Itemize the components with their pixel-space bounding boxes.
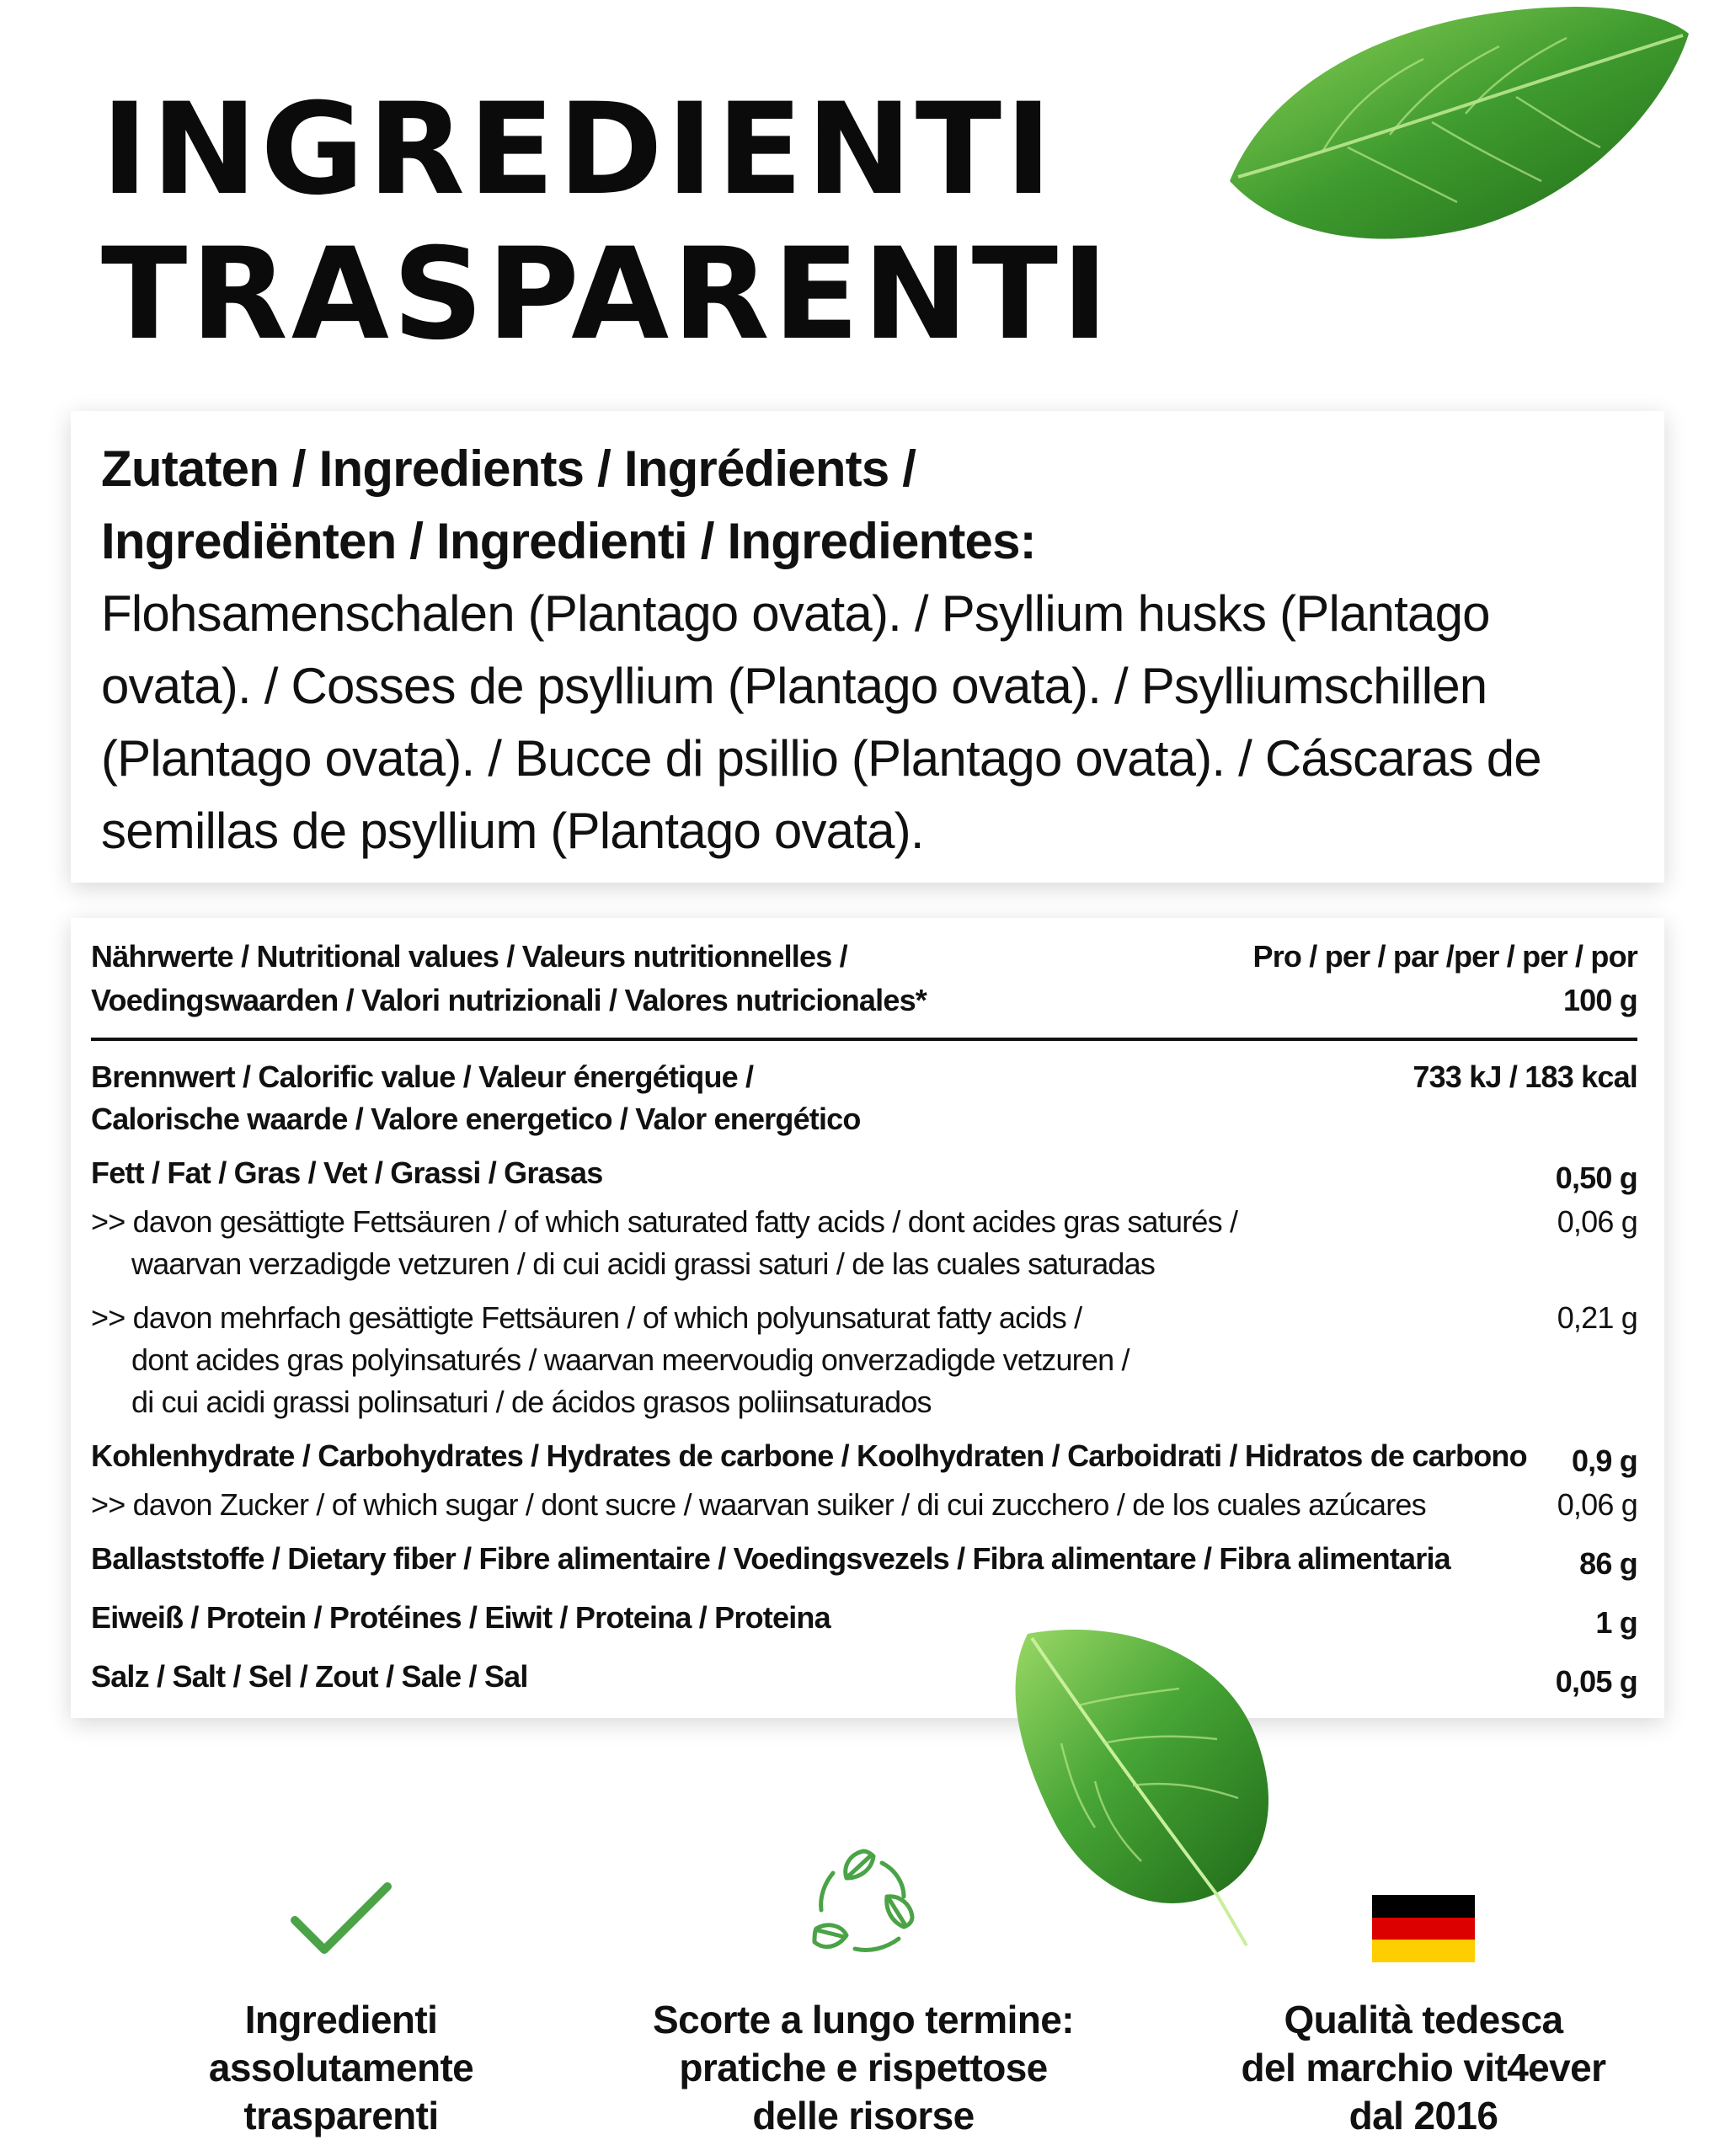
nutrition-label: Brennwert / Calorific value / Valeur énergétique / <box>91 1059 754 1094</box>
nutrition-row-sugar <box>91 1484 1637 1526</box>
nutrition-value: 0,06 g <box>1557 1487 1637 1522</box>
checkmark-icon <box>286 1878 396 1962</box>
nutrition-value: 0,21 g <box>1557 1300 1637 1335</box>
german-flag-icon <box>1372 1895 1475 1962</box>
feature-text-line: Ingredienti <box>244 1998 438 2041</box>
feature-text-line: del marchio vit4ever <box>1241 2046 1606 2089</box>
nutrition-label: Calorische waarde / Valore energetico / Valor energético <box>91 1102 861 1136</box>
feature-text-line: delle risorse <box>752 2094 975 2137</box>
nutrition-label: >> davon mehrfach gesättigte Fettsäuren / of which polyunsaturat fatty acids / <box>91 1300 1082 1335</box>
ingredients-text-line: ovata). / Cosses de psyllium (Plantago ovata). / Psylliumschillen <box>101 658 1487 714</box>
headline-line-1: INGREDIENTI <box>101 77 1055 223</box>
nutrition-row-energy <box>91 1056 1637 1140</box>
nutrition-row-saturated-fat <box>91 1201 1637 1285</box>
ingredients-text-line: semillas de psyllium (Plantago ovata). <box>101 803 924 859</box>
feature-german-quality <box>1188 1844 1659 2140</box>
ingredients-heading-line-2: Ingrediënten / Ingredienti / Ingredientes: <box>101 513 1036 569</box>
nutrition-table <box>71 918 1664 1718</box>
nutrition-header-amount: 100 g <box>1562 983 1637 1017</box>
nutrition-value: 0,05 g <box>1555 1664 1637 1699</box>
nutrition-header-label: Voedingswaarden / Valori nutrizionali / Valores nutricionales* <box>91 983 927 1017</box>
nutrition-value: 86 g <box>1579 1546 1637 1581</box>
nutrition-row-salt <box>91 1656 1637 1703</box>
feature-text-line: dal 2016 <box>1348 2094 1498 2137</box>
page-headline <box>101 77 1112 367</box>
nutrition-label: >> davon gesättigte Fettsäuren / of which saturated fatty acids / dont acides gras saturés / <box>91 1204 1238 1239</box>
nutrition-table-header <box>91 935 1637 1041</box>
ingredients-heading-line-1: Zutaten / Ingredients / Ingrédients / <box>101 440 916 497</box>
nutrition-row-carbohydrates <box>91 1435 1637 1482</box>
nutrition-row-fat <box>91 1152 1637 1199</box>
nutrition-label: dont acides gras polyinsaturés / waarvan meervoudig onverzadigde vetzuren / <box>131 1342 1130 1377</box>
feature-text-line: Scorte a lungo termine: <box>653 1998 1074 2041</box>
nutrition-value: 0,50 g <box>1555 1161 1637 1195</box>
ingredients-text-line: (Plantago ovata). / Bucce di psillio (Plantago ovata). / Cáscaras de <box>101 730 1541 787</box>
nutrition-label: Ballaststoffe / Dietary fiber / Fibre alimentaire / Voedingsvezels / Fibra alimentare / Fibra alimentaria <box>91 1541 1450 1576</box>
nutrition-label: Eiweiß / Protein / Protéines / Eiwit / Proteina / Proteina <box>91 1600 830 1635</box>
nutrition-label: di cui acidi grassi polinsaturi / de ácidos grasos poliinsaturados <box>131 1385 932 1419</box>
nutrition-value: 0,06 g <box>1557 1204 1637 1239</box>
ingredients-text-line: Flohsamenschalen (Plantago ovata). / Psyllium husks (Plantago <box>101 585 1490 642</box>
feature-text-line: Qualità tedesca <box>1284 1998 1563 2041</box>
nutrition-label: waarvan verzadigde vetzuren / di cui acidi grassi saturi / de las cuales saturadas <box>131 1246 1156 1281</box>
leaf-decoration-top <box>1221 0 1693 253</box>
nutrition-label: >> davon Zucker / of which sugar / dont sucre / waarvan suiker / di cui zucchero / de los cuales azúcares <box>91 1487 1426 1522</box>
feature-text-line: trasparenti <box>243 2094 439 2137</box>
feature-transparent-ingredients <box>105 1844 577 2140</box>
nutrition-label: Fett / Fat / Gras / Vet / Grassi / Grasas <box>91 1155 603 1190</box>
feature-long-term-stock <box>628 1844 1099 2140</box>
nutrition-value: 0,9 g <box>1571 1444 1637 1478</box>
nutrition-value: 1 g <box>1595 1605 1637 1640</box>
ingredients-panel <box>71 411 1664 883</box>
nutrition-label: Kohlenhydrate / Carbohydrates / Hydrates de carbone / Koolhydraten / Carboidrati / Hidratos de carbono <box>91 1438 1527 1473</box>
nutrition-label: Salz / Salt / Sel / Zout / Sale / Sal <box>91 1659 528 1694</box>
feature-text-line: assolutamente <box>208 2046 474 2089</box>
headline-line-2: TRASPARENTI <box>101 221 1112 368</box>
nutrition-row-polyunsaturated-fat <box>91 1297 1637 1423</box>
nutrition-row-protein <box>91 1597 1637 1644</box>
recycle-leaves-icon <box>804 1844 922 1962</box>
feature-text-line: pratiche e rispettose <box>679 2046 1048 2089</box>
nutrition-header-per: Pro / per / par /per / per / por <box>1252 939 1637 974</box>
nutrition-row-fiber <box>91 1538 1637 1585</box>
nutrition-header-label: Nährwerte / Nutritional values / Valeurs nutritionnelles / <box>91 939 847 974</box>
nutrition-value: 733 kJ / 183 kcal <box>1413 1059 1637 1094</box>
